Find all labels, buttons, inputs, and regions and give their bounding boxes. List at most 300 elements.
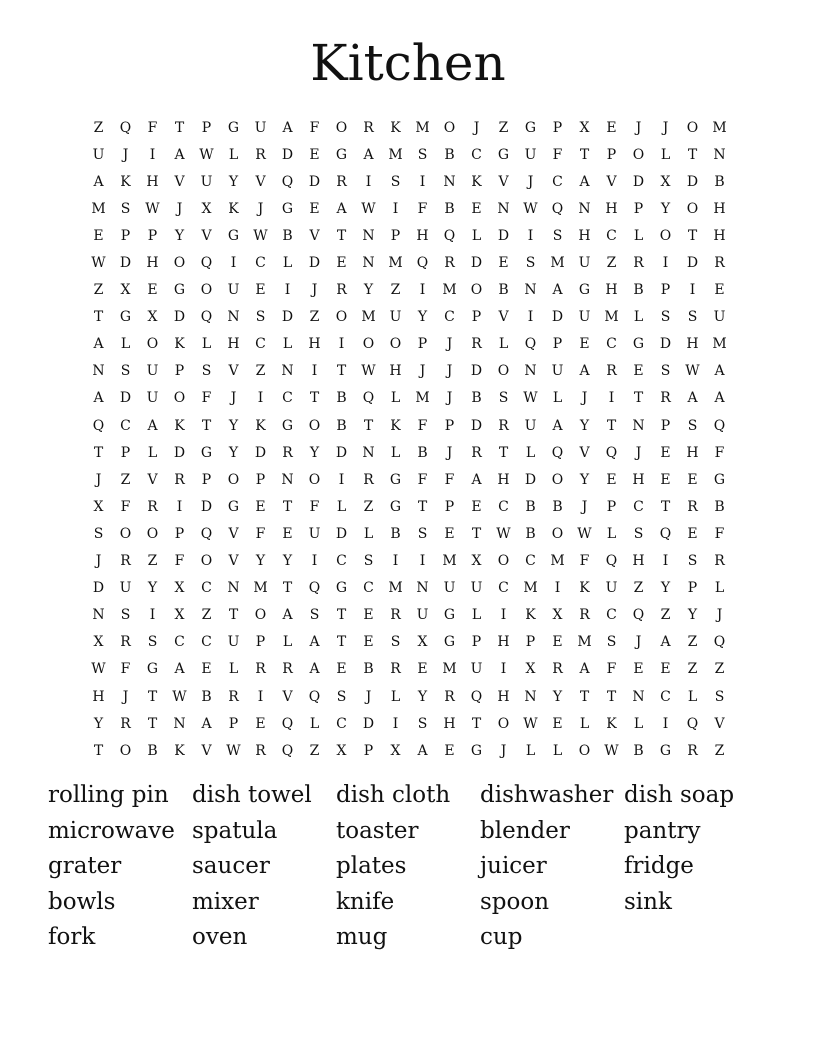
grid-letter: C [498,498,509,515]
grid-letter: X [471,553,482,570]
grid-letter: B [417,444,428,461]
grid-letter: P [471,634,482,651]
grid-letter: P [552,119,563,136]
grid-row [85,683,733,710]
grid-letter: I [419,553,426,570]
grid-letter: U [92,146,105,163]
grid-letter: L [390,688,401,705]
grid-letter: F [309,498,320,515]
grid-letter: S [606,634,617,651]
word-list-item: mug [336,924,388,951]
word-list [48,778,788,956]
grid-letter: V [228,553,239,570]
grid-letter: E [660,471,671,488]
grid-letter: A [471,471,482,488]
word-list-item: saucer [192,853,270,880]
grid-letter: V [606,173,617,190]
grid-letter: Q [362,390,375,407]
grid-letter: T [228,607,239,624]
grid-letter: R [336,173,347,190]
grid-letter: I [662,255,669,272]
grid-letter: A [579,173,590,190]
grid-letter: L [282,255,293,272]
grid-letter: D [362,715,375,732]
grid-letter: C [660,688,671,705]
grid-letter: Z [687,634,698,651]
grid-letter: H [92,688,105,705]
word-list-item: microwave [48,817,175,844]
grid-letter: U [308,525,321,542]
grid-letter: V [282,688,293,705]
grid-letter: I [527,227,534,244]
grid-letter: I [419,173,426,190]
grid-letter: H [497,471,510,488]
grid-letter: P [147,227,158,244]
grid-letter: V [174,173,185,190]
grid-letter: H [443,715,456,732]
grid-letter: U [470,580,483,597]
grid-letter: O [254,607,267,624]
grid-row [85,195,733,222]
grid-letter: P [363,742,374,759]
grid-letter: P [417,336,428,353]
grid-letter: L [471,607,482,624]
grid-letter: T [579,688,590,705]
grid-letter: X [417,634,428,651]
grid-letter: A [174,661,185,678]
grid-letter: T [471,525,482,542]
grid-letter: L [552,742,563,759]
grid-letter: T [417,498,428,515]
grid-letter: M [388,255,403,272]
grid-letter: N [227,309,240,326]
grid-letter: U [200,173,213,190]
grid-letter: I [365,173,372,190]
grid-letter: P [120,444,131,461]
word-list-item: dish soap [624,782,735,808]
grid-letter: L [282,336,293,353]
word-list-item: knife [336,888,395,915]
grid-letter: E [363,607,374,624]
grid-letter: D [200,498,213,515]
grid-letter: S [660,309,671,326]
grid-letter: B [444,200,455,217]
grid-letter: N [578,200,591,217]
grid-letter: O [551,525,564,542]
grid-letter: O [308,471,321,488]
grid-letter: C [525,553,536,570]
grid-letter: A [282,607,293,624]
grid-row [85,277,733,304]
grid-letter: H [686,336,699,353]
grid-letter: A [147,417,158,434]
grid-letter: X [93,498,104,515]
grid-letter: L [363,525,374,542]
grid-letter: E [309,200,320,217]
grid-letter: D [497,227,510,244]
grid-row [85,629,733,656]
grid-letter: Q [713,417,726,434]
grid-letter: D [551,309,564,326]
grid-letter: R [120,715,131,732]
grid-letter: U [119,580,132,597]
grid-letter: J [95,471,102,488]
grid-letter: H [632,471,645,488]
grid-letter: G [173,282,186,299]
grid-letter: F [309,119,320,136]
grid-letter: J [527,173,534,190]
grid-letter: F [714,444,725,461]
grid-letter: Y [255,553,266,570]
grid-letter: X [660,173,671,190]
grid-letter: F [417,200,428,217]
grid-letter: S [633,525,644,542]
grid-letter: J [257,200,264,217]
grid-letter: R [498,417,509,434]
grid-letter: C [444,309,455,326]
word-list-item: plates [336,853,407,880]
grid-letter: X [552,607,563,624]
grid-letter: W [523,715,538,732]
grid-letter: W [361,363,376,380]
grid-letter: M [388,146,403,163]
grid-letter: D [686,173,699,190]
grid-letter: K [390,417,401,434]
grid-letter: L [633,309,644,326]
grid-letter: R [363,471,374,488]
grid-letter: A [93,336,104,353]
grid-letter: V [228,525,239,542]
word-list-item: fridge [624,853,694,880]
grid-letter: W [577,525,592,542]
grid-letter: Y [147,580,158,597]
grid-letter: P [606,498,617,515]
grid-row [85,737,733,764]
grid-letter: P [228,715,239,732]
grid-letter: E [282,525,293,542]
grid-letter: L [633,227,644,244]
grid-letter: O [497,715,510,732]
grid-letter: S [390,634,401,651]
grid-letter: J [122,688,129,705]
grid-letter: B [390,525,401,542]
grid-letter: S [687,553,698,570]
grid-letter: W [523,390,538,407]
grid-letter: M [712,119,727,136]
grid-row [85,222,733,249]
grid-letter: I [284,282,291,299]
grid-letter: S [714,688,725,705]
grid-letter: L [660,146,671,163]
grid-letter: U [227,282,240,299]
grid-row [85,249,733,276]
grid-letter: R [444,688,455,705]
grid-letter: Q [200,255,213,272]
grid-letter: T [336,363,347,380]
grid-letter: D [308,173,321,190]
grid-letter: O [578,742,591,759]
grid-letter: F [444,471,455,488]
grid-letter: Y [417,688,428,705]
page-title: Kitchen [310,34,506,92]
grid-letter: L [525,444,536,461]
grid-letter: I [419,282,426,299]
grid-letter: I [338,471,345,488]
grid-letter: A [336,200,347,217]
grid-letter: V [714,715,725,732]
grid-letter: P [687,580,698,597]
grid-letter: V [579,444,590,461]
grid-letter: C [606,336,617,353]
grid-letter: F [201,390,212,407]
grid-letter: S [336,688,347,705]
grid-letter: A [687,390,698,407]
grid-letter: Y [363,282,374,299]
grid-letter: U [146,363,159,380]
grid-letter: O [686,119,699,136]
grid-letter: Q [551,200,564,217]
grid-letter: S [498,390,509,407]
grid-letter: T [93,309,104,326]
grid-letter: G [443,634,456,651]
grid-letter: R [687,498,698,515]
grid-letter: H [713,200,726,217]
grid-row [85,710,733,737]
grid-letter: N [524,363,537,380]
grid-letter: F [174,553,185,570]
grid-letter: L [336,498,347,515]
grid-letter: A [660,634,671,651]
grid-letter: Z [714,661,725,678]
grid-letter: E [660,661,671,678]
grid-letter: R [255,661,266,678]
grid-letter: N [362,227,375,244]
grid-letter: T [309,390,320,407]
grid-letter: Z [93,119,104,136]
grid-letter: T [282,580,293,597]
grid-letter: L [579,715,590,732]
grid-letter: O [119,742,132,759]
grid-letter: R [552,661,563,678]
grid-letter: D [470,363,483,380]
grid-letter: B [633,742,644,759]
grid-letter: K [120,173,131,190]
grid-letter: Z [498,119,509,136]
grid-row [85,331,733,358]
grid-letter: C [606,607,617,624]
grid-letter: S [147,634,158,651]
grid-row [85,114,733,141]
grid-letter: L [525,742,536,759]
grid-letter: E [93,227,104,244]
grid-letter: J [446,363,453,380]
grid-letter: M [550,255,565,272]
grid-letter: G [281,417,294,434]
grid-letter: V [147,471,158,488]
grid-letter: H [146,173,159,190]
grid-letter: H [497,634,510,651]
grid-letter: P [120,227,131,244]
grid-letter: J [716,607,723,624]
grid-letter: M [253,580,268,597]
grid-letter: J [176,200,183,217]
grid-letter: N [524,688,537,705]
grid-letter: I [500,607,507,624]
word-list-item: blender [480,817,570,844]
grid-letter: B [525,525,536,542]
grid-letter: A [552,417,563,434]
grid-letter: O [200,282,213,299]
grid-letter: E [552,634,563,651]
grid-row [85,168,733,195]
grid-letter: E [687,525,698,542]
grid-letter: W [361,200,376,217]
grid-letter: R [390,607,401,624]
grid-letter: P [390,227,401,244]
grid-letter: W [604,742,619,759]
grid-letter: K [174,742,185,759]
grid-letter: U [146,390,159,407]
grid-letter: Z [606,255,617,272]
grid-letter: Z [147,553,158,570]
grid-letter: E [201,661,212,678]
grid-letter: Z [255,363,266,380]
grid-letter: V [201,742,212,759]
grid-letter: W [91,255,106,272]
grid-letter: R [255,742,266,759]
word-list-item: pantry [624,817,701,844]
grid-letter: F [417,417,428,434]
grid-letter: T [174,119,185,136]
grid-letter: H [227,336,240,353]
grid-letter: F [255,525,266,542]
grid-letter: R [471,336,482,353]
grid-letter: J [419,363,426,380]
grid-letter: N [362,444,375,461]
grid-letter: I [149,607,156,624]
grid-letter: I [392,553,399,570]
grid-letter: S [120,607,131,624]
grid-letter: S [120,363,131,380]
grid-letter: N [173,715,186,732]
grid-letter: R [147,498,158,515]
grid-letter: T [606,688,617,705]
grid-letter: O [146,525,159,542]
grid-letter: Y [228,417,239,434]
grid-letter: P [174,525,185,542]
grid-letter: L [228,661,239,678]
word-list-item: rolling pin [48,782,169,808]
grid-letter: O [119,525,132,542]
word-list-item: toaster [336,817,419,844]
grid-letter: G [335,146,348,163]
grid-letter: Q [713,634,726,651]
grid-letter: D [173,309,186,326]
grid-letter: C [363,580,374,597]
grid-letter: G [659,742,672,759]
grid-letter: N [713,146,726,163]
grid-letter: Q [281,742,294,759]
grid-letter: E [606,471,617,488]
grid-row [85,141,733,168]
grid-letter: R [633,255,644,272]
grid-letter: R [579,607,590,624]
grid-letter: J [500,742,507,759]
grid-letter: U [551,363,564,380]
grid-letter: W [253,227,268,244]
grid-letter: T [471,715,482,732]
word-list-item: spoon [480,888,550,915]
grid-row [85,602,733,629]
word-list-item: oven [192,924,248,951]
grid-letter: N [227,580,240,597]
grid-letter: B [633,282,644,299]
grid-letter: I [257,688,264,705]
grid-letter: W [685,363,700,380]
grid-letter: I [392,200,399,217]
grid-letter: P [660,417,671,434]
grid-letter: E [579,336,590,353]
grid-letter: R [228,688,239,705]
grid-letter: J [365,688,372,705]
grid-letter: E [471,498,482,515]
grid-letter: U [227,634,240,651]
grid-letter: V [255,173,266,190]
grid-letter: S [390,173,401,190]
grid-letter: C [606,227,617,244]
grid-letter: G [227,119,240,136]
grid-letter: R [687,742,698,759]
grid-letter: B [336,390,347,407]
grid-letter: W [226,742,241,759]
grid-letter: F [552,146,563,163]
grid-letter: Z [120,471,131,488]
grid-letter: Q [416,255,429,272]
grid-letter: T [498,444,509,461]
grid-letter: T [201,417,212,434]
word-list-item: dish cloth [336,782,451,808]
grid-letter: B [714,173,725,190]
grid-letter: G [227,227,240,244]
grid-letter: M [415,119,430,136]
grid-letter: R [120,553,131,570]
grid-letter: S [309,607,320,624]
grid-letter: I [554,580,561,597]
grid-letter: Y [93,715,104,732]
grid-letter: N [416,580,429,597]
grid-letter: Y [687,607,698,624]
grid-letter: T [147,715,158,732]
grid-letter: K [525,607,536,624]
grid-letter: W [199,146,214,163]
grid-letter: I [527,309,534,326]
grid-letter: T [147,688,158,705]
grid-letter: P [525,634,536,651]
grid-letter: Q [605,553,618,570]
grid-letter: Y [174,227,185,244]
grid-letter: B [498,282,509,299]
grid-letter: G [497,146,510,163]
grid-letter: R [606,363,617,380]
grid-letter: S [552,227,563,244]
grid-letter: Q [200,525,213,542]
grid-letter: N [281,363,294,380]
grid-letter: P [633,200,644,217]
grid-letter: D [119,255,132,272]
grid-letter: F [147,119,158,136]
grid-letter: H [632,553,645,570]
grid-letter: Y [228,444,239,461]
